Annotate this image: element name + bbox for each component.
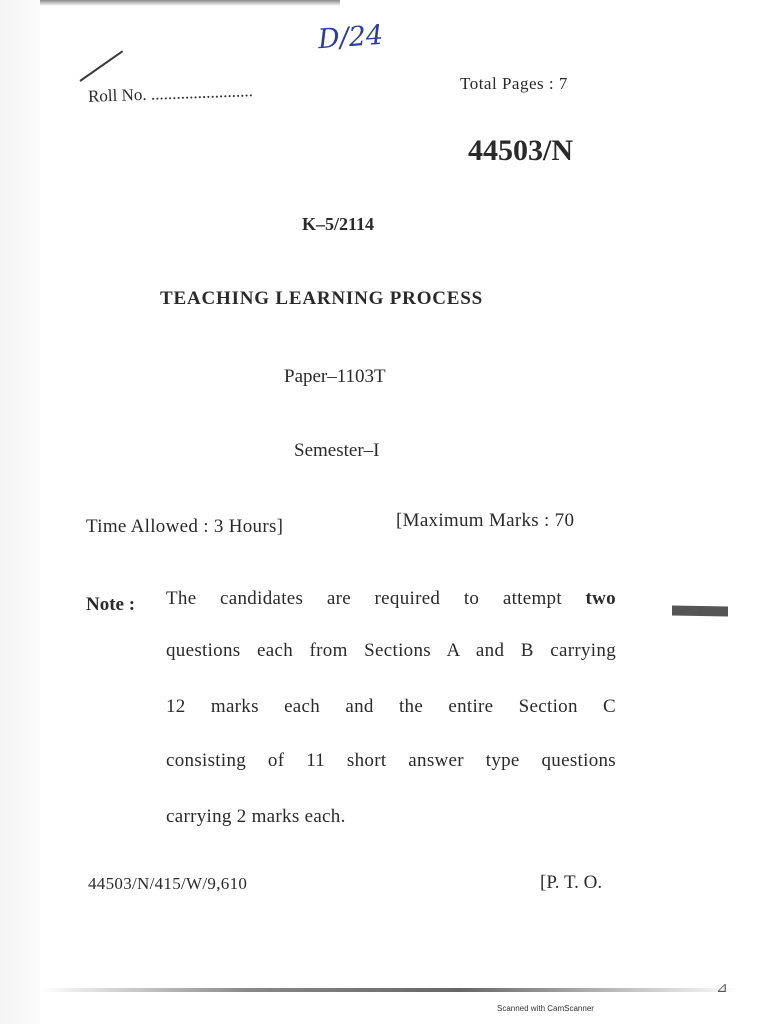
time-allowed: Time Allowed : 3 Hours] bbox=[86, 516, 284, 537]
maximum-marks: [Maximum Marks : 70 bbox=[396, 510, 575, 531]
note-line-3: 12 marks each and the entire Section C bbox=[166, 696, 616, 717]
handwritten-mark: D/24 bbox=[316, 19, 385, 56]
note-emphasis: two bbox=[585, 588, 616, 609]
note-line-1-text: The candidates are required to attempt bbox=[166, 588, 562, 609]
note-label: Note : bbox=[86, 594, 136, 615]
note-line-2: questions each from Sections A and B carrying bbox=[166, 640, 616, 661]
note-line-1 bbox=[166, 588, 616, 610]
roll-number-field: Roll No. ........................ bbox=[87, 81, 254, 106]
corner-mark: ⊿ bbox=[716, 981, 728, 996]
note-line-5: carrying 2 marks each. bbox=[166, 806, 346, 827]
scan-left-margin bbox=[0, 0, 40, 1024]
batch-code: K–5/2114 bbox=[302, 214, 375, 234]
footer-code: 44503/N/415/W/9,610 bbox=[88, 874, 248, 893]
semester: Semester–I bbox=[294, 440, 380, 461]
please-turn-over: [P. T. O. bbox=[540, 872, 603, 893]
scanner-credit: Scanned with CamScanner bbox=[497, 1004, 594, 1013]
paper-number: Paper–1103T bbox=[284, 366, 386, 387]
exam-paper-page bbox=[40, 0, 740, 990]
subject-title: TEACHING LEARNING PROCESS bbox=[160, 288, 483, 309]
total-pages: Total Pages : 7 bbox=[460, 74, 568, 93]
scan-bottom-shadow bbox=[40, 988, 740, 992]
note-line-4: consisting of 11 short answer type questions bbox=[166, 750, 616, 771]
paper-code: 44503/N bbox=[468, 134, 573, 167]
edge-tab-mark bbox=[672, 606, 728, 617]
